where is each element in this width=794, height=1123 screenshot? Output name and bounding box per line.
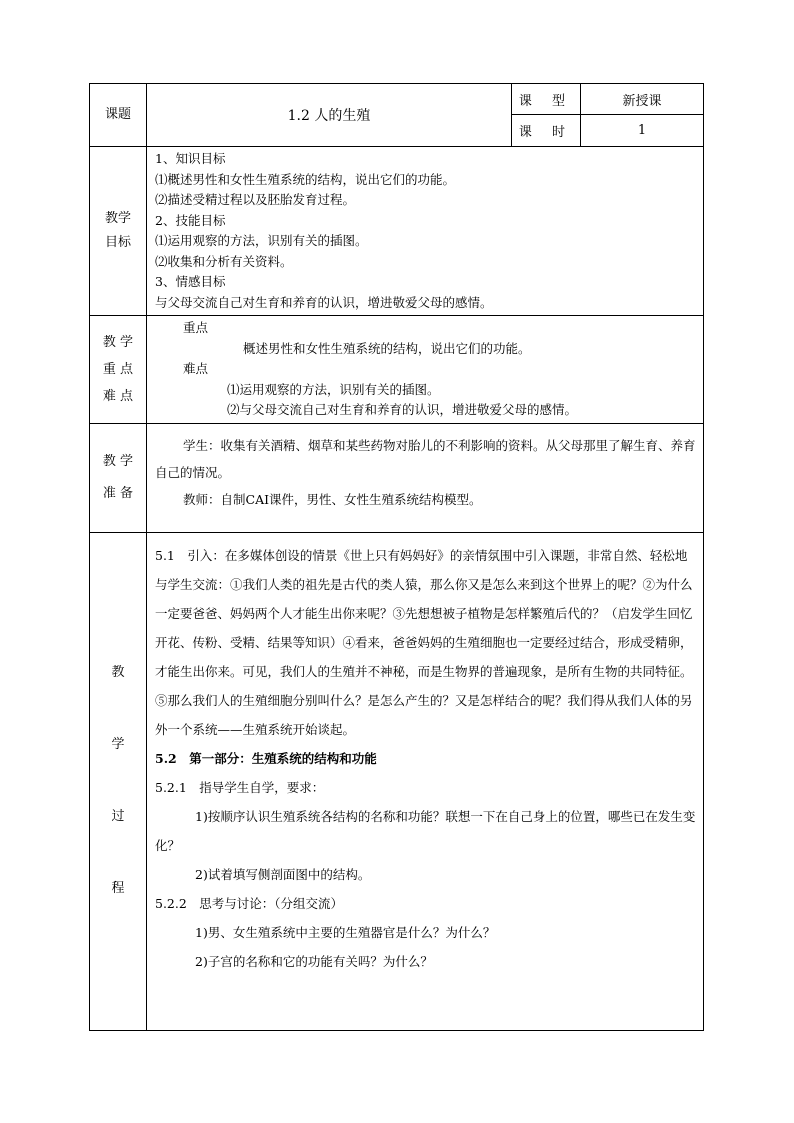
- objective-item: ⑴概述男性和女性生殖系统的结构，说出它们的功能。: [155, 171, 456, 187]
- objectives-label-line: 目标: [104, 235, 131, 250]
- preparation-label: [90, 423, 147, 532]
- process-content: [147, 532, 704, 1030]
- process-label-char: 教: [111, 665, 125, 680]
- objective-item: ⑵描述受精过程以及胚胎发育过程。: [155, 192, 356, 207]
- difficult-point-title: 难点: [183, 361, 209, 376]
- process-label-char: 学: [111, 737, 125, 752]
- keypoints-label: [90, 316, 147, 424]
- objective-item: 与父母交流自己对生育和养育的认识，增进敬爱父母的感情。: [155, 294, 493, 310]
- objective-heading: 1、知识目标: [155, 151, 226, 166]
- keypoints-content: [147, 316, 704, 424]
- class-hours-label: 课 时: [512, 115, 581, 147]
- objective-item: ⑴运用观察的方法，识别有关的插图。: [155, 233, 368, 248]
- teacher-preparation: 教师：自制CAI课件，男性、女性生殖系统结构模型。: [183, 491, 482, 507]
- student-preparation: 学生：收集有关酒精、烟草和某些药物对胎儿的不利影响的资料。从父母那里了解生育、养育自己的情况。: [155, 437, 696, 480]
- objectives-label-line: 教学: [104, 211, 131, 226]
- lesson-plan-table: [89, 83, 704, 1031]
- process-label-column: [90, 637, 146, 925]
- intro-paragraph: 5.1 引入：在多媒体创设的情景《世上只有妈妈好》的亲情氛围中引入课题，非常自然、轻松地与学生交流：①我们人类的祖先是古代的类人猿，那么你又是怎么来到这个世界上的呢？②为什么一定要爸爸、妈妈两个人才能生出你来呢？③先想想被子植物是怎样繁殖后代的？（启发学生回忆开花、传粉、受精、结果等知识）④看来，爸爸妈妈的生殖细胞也一定要经过结合，形成受精卵，才能生出你来。可见，我们人的生殖并不神秘，而是生物界的普遍现象，是所有生物的共同特征。⑤那么我们人的生殖细胞分别叫什么？是怎么产生的？又是怎样结合的呢？我们得从我们人体的另外一个系统——生殖系统开始谈起。: [155, 547, 693, 737]
- step-item: 2)子宫的名称和它的功能有关吗？为什么？: [195, 953, 433, 969]
- objective-item: ⑵收集和分析有关资料。: [155, 253, 293, 269]
- keypoints-label-line: 教 学: [102, 334, 134, 350]
- step-item: 1)按顺序认识生殖系统各结构的名称和功能？联想一下在自己身上的位置，哪些已在发生变化？: [155, 808, 696, 853]
- step-item: 2)试着填写侧剖面图中的结构。: [195, 866, 371, 882]
- objective-heading: 3、情感目标: [155, 274, 226, 289]
- key-point-text: 概述男性和女性生殖系统的结构，说出它们的功能。: [243, 340, 531, 356]
- subject-label: 课题: [90, 84, 147, 147]
- lesson-type-value: 新授课: [581, 84, 704, 115]
- preparation-label-line: 教 学: [102, 453, 134, 469]
- objective-heading: 2、技能目标: [155, 212, 226, 228]
- step-item: 1)男、女生殖系统中主要的生殖器官是什么？为什么？: [195, 924, 496, 940]
- process-label-char: 程: [111, 881, 125, 896]
- objectives-content: [147, 147, 704, 316]
- preparation-content: [147, 423, 704, 532]
- process-label: [90, 532, 147, 1030]
- step-heading: 5.2.2 思考与讨论：（分组交流）: [155, 895, 344, 911]
- key-point-title: 重点: [183, 320, 209, 335]
- class-hours-value: 1: [581, 115, 704, 147]
- lesson-title: 1.2 人的生殖: [147, 84, 512, 147]
- difficult-point-item: ⑵与父母交流自己对生育和养育的认识，增进敬爱父母的感情。: [227, 402, 578, 417]
- keypoints-label-line: 重 点: [102, 361, 134, 377]
- process-label-char: 过: [111, 809, 125, 824]
- preparation-label-line: 准 备: [102, 485, 134, 501]
- keypoints-label-line: 难 点: [102, 388, 134, 404]
- objectives-label: [90, 147, 147, 316]
- section-title: 5.2 第一部分：生殖系统的结构和功能: [155, 750, 377, 766]
- difficult-point-item: ⑴运用观察的方法，识别有关的插图。: [227, 381, 440, 397]
- lesson-type-label: 课 型: [512, 84, 581, 115]
- step-heading: 5.2.1 指导学生自学，要求：: [155, 779, 325, 795]
